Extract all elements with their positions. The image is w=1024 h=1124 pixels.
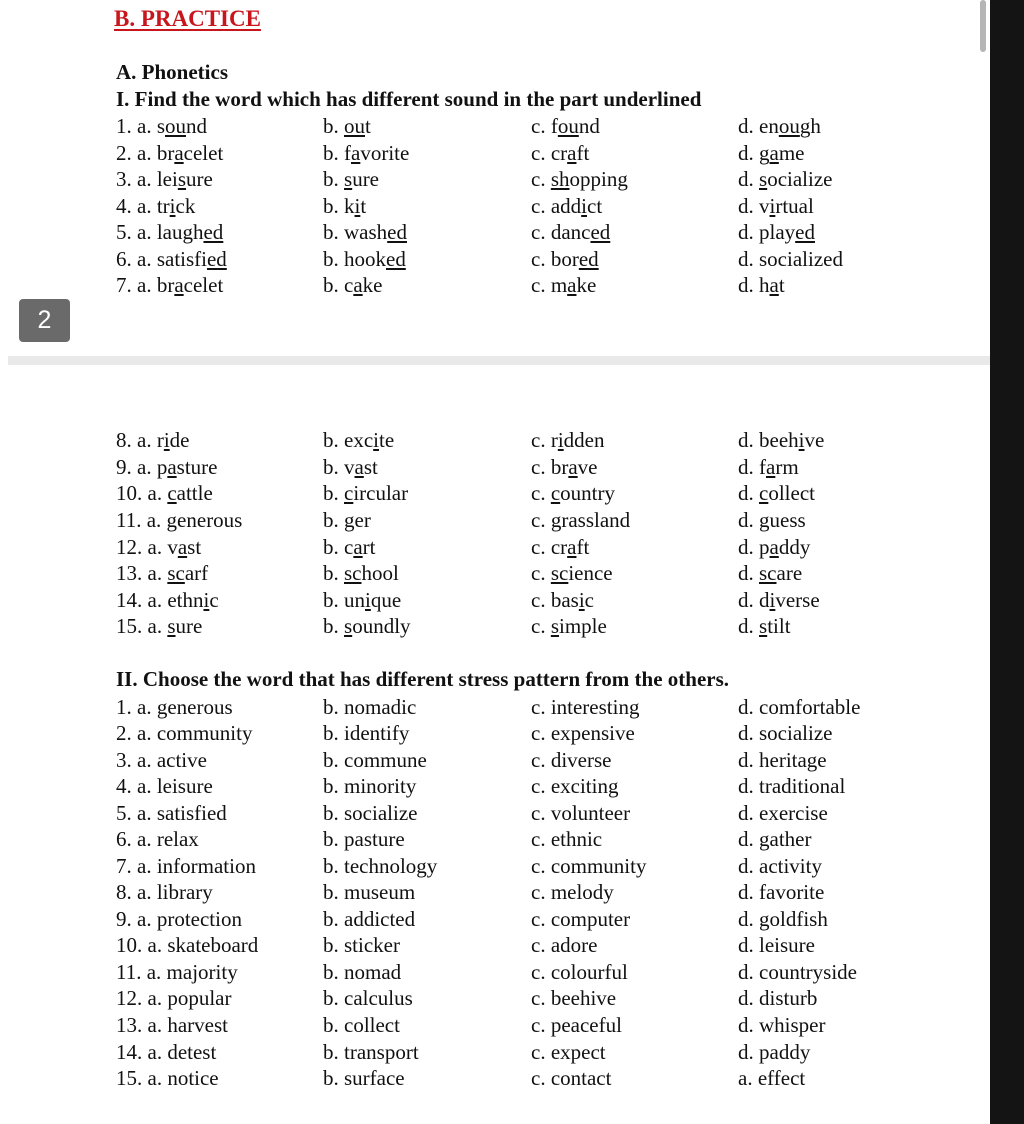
part2-option-15-a: 15. a. notice — [116, 1066, 219, 1090]
part1-option-1-c: c. found — [531, 114, 600, 138]
underlined-letters: ed — [387, 220, 407, 244]
part2-option-4-b: b. minority — [323, 774, 417, 798]
part1-option-4-b: b. kit — [323, 194, 367, 218]
part1-question-13 — [0, 560, 990, 586]
underlined-letters: g — [344, 508, 355, 532]
part2-option-8-c: c. melody — [531, 880, 614, 904]
part1-option-3-c: c. shopping — [531, 167, 628, 191]
underlined-letters: c — [167, 481, 177, 505]
underlined-letters: s — [550, 614, 560, 638]
part2-option-10-a: 10. a. skateboard — [116, 933, 259, 957]
part1-option-11-b: b. ger — [323, 508, 371, 532]
underlined-letters: i — [203, 588, 210, 612]
part2-option-14-a: 14. a. detest — [116, 1040, 217, 1064]
part1-option-2-d: d. game — [738, 141, 805, 165]
part2-option-1-b: b. nomadic — [323, 695, 417, 719]
part2-question-15 — [0, 1065, 990, 1091]
part2-option-8-d: d. favorite — [738, 880, 825, 904]
underlined-letters: a — [766, 455, 776, 479]
part2-option-1-d: d. comfortable — [738, 695, 861, 719]
part2-option-11-a: 11. a. majority — [116, 960, 238, 984]
part2-question-12 — [0, 985, 990, 1011]
part2-option-12-d: d. disturb — [738, 986, 818, 1010]
part1-question-11 — [0, 507, 990, 533]
underlined-letters: ed — [386, 247, 406, 271]
part1-option-7-a: 7. a. bracelet — [116, 273, 224, 297]
part1-option-3-d: d. socialize — [738, 167, 833, 191]
part2-option-3-b: b. commune — [323, 748, 427, 772]
part1-option-13-b: b. school — [323, 561, 399, 585]
part1-option-4-c: c. addict — [531, 194, 603, 218]
part2-question-8 — [0, 879, 990, 905]
part2-option-2-a: 2. a. community — [116, 721, 253, 745]
part1-option-11-d: d. guess — [738, 508, 806, 532]
underlined-letters: a — [353, 535, 363, 559]
part1-option-13-c: c. science — [531, 561, 613, 585]
part2-option-9-c: c. computer — [531, 907, 631, 931]
underlined-letters: i — [798, 428, 805, 452]
underlined-letters: i — [578, 588, 585, 612]
part1-option-2-a: 2. a. bracelet — [116, 141, 224, 165]
underlined-letters: i — [163, 428, 170, 452]
part2-option-2-b: b. identify — [323, 721, 410, 745]
part2-question-4 — [0, 773, 990, 799]
part2-option-14-d: d. paddy — [738, 1040, 811, 1064]
part1-option-7-b: b. cake — [323, 273, 383, 297]
part1-option-4-a: 4. a. trick — [116, 194, 196, 218]
underlined-letters: sh — [550, 167, 570, 191]
part2-option-11-c: c. colourful — [531, 960, 628, 984]
underlined-letters: a — [769, 141, 779, 165]
underlined-letters: ou — [557, 114, 579, 138]
part2-question-6 — [0, 826, 990, 852]
part1-question-7 — [0, 272, 990, 298]
part1-option-8-a: 8. a. ride — [116, 428, 190, 452]
part1-option-9-b: b. vast — [323, 455, 378, 479]
underlined-letters: c — [759, 481, 769, 505]
part2-option-5-d: d. exercise — [738, 801, 828, 825]
underlined-letters: a — [353, 273, 363, 297]
part2-option-15-d: a. effect — [738, 1066, 806, 1090]
part2-question-10 — [0, 932, 990, 958]
part1-option-8-d: d. beehive — [738, 428, 825, 452]
part2-option-5-a: 5. a. satisfied — [116, 801, 227, 825]
part2-option-13-b: b. collect — [323, 1013, 400, 1037]
underlined-letters: s — [167, 614, 176, 638]
part1-option-6-a: 6. a. satisfied — [116, 247, 227, 271]
part2-option-4-c: c. exciting — [531, 774, 619, 798]
underlined-letters: a — [174, 273, 184, 297]
underlined-letters: a — [354, 455, 364, 479]
part1-option-13-a: 13. a. scarf — [116, 561, 209, 585]
part2-option-6-c: c. ethnic — [531, 827, 603, 851]
underlined-letters: i — [557, 428, 564, 452]
part2-option-5-c: c. volunteer — [531, 801, 631, 825]
part1-option-6-d: d. socialized — [738, 247, 843, 271]
part2-option-15-b: b. surface — [323, 1066, 405, 1090]
part2-option-9-d: d. goldfish — [738, 907, 828, 931]
underlined-letters: s — [759, 167, 768, 191]
underlined-letters: ed — [578, 247, 599, 271]
underlined-letters: s — [344, 614, 353, 638]
underlined-letters: a — [174, 141, 184, 165]
part1-option-2-b: b. favorite — [323, 141, 410, 165]
right-edge-bar — [990, 0, 1024, 1124]
underlined-letters: ou — [165, 114, 186, 138]
page-title: B. PRACTICE — [114, 6, 261, 31]
part2-option-4-a: 4. a. leisure — [116, 774, 213, 798]
part1-option-15-a: 15. a. sure — [116, 614, 203, 638]
part2-option-10-b: b. sticker — [323, 933, 400, 957]
part2-option-7-c: c. community — [531, 854, 647, 878]
part2-option-1-c: c. interesting — [531, 695, 640, 719]
part2-option-1-a: 1. a. generous — [116, 695, 233, 719]
part1-option-12-d: d. paddy — [738, 535, 811, 559]
part1-question-10 — [0, 480, 990, 506]
underlined-letters: c — [344, 481, 354, 505]
part2-option-7-b: b. technology — [323, 854, 438, 878]
underlined-letters: a — [769, 535, 779, 559]
part1-option-4-d: d. virtual — [738, 194, 814, 218]
part1-option-7-c: c. make — [531, 273, 597, 297]
part2-option-5-b: b. socialize — [323, 801, 418, 825]
part2-option-13-a: 13. a. harvest — [116, 1013, 228, 1037]
part1-option-10-d: d. collect — [738, 481, 815, 505]
part2-question-1 — [0, 694, 990, 720]
scrollbar-thumb[interactable] — [980, 0, 986, 52]
part1-option-11-c: c. grassland — [531, 508, 631, 532]
part1-option-7-d: d. hat — [738, 273, 785, 297]
part1-option-12-b: b. cart — [323, 535, 376, 559]
underlined-letters: a — [769, 273, 779, 297]
underlined-letters: i — [354, 194, 361, 218]
part1-option-5-c: c. danced — [531, 220, 611, 244]
part2-option-7-a: 7. a. information — [116, 854, 256, 878]
part2-option-8-b: b. museum — [323, 880, 416, 904]
part2-option-9-a: 9. a. protection — [116, 907, 242, 931]
part1-heading: I. Find the word which has different sound in the part underlined — [116, 87, 702, 111]
part2-option-2-c: c. expensive — [531, 721, 635, 745]
underlined-letters: ou — [778, 114, 800, 138]
part2-question-11 — [0, 959, 990, 985]
part2-question-14 — [0, 1039, 990, 1065]
part2-question-5 — [0, 800, 990, 826]
part1-option-15-b: b. soundly — [323, 614, 411, 638]
part1-option-12-c: c. craft — [531, 535, 590, 559]
part1-option-1-d: d. enough — [738, 114, 821, 138]
underlined-letters: a — [567, 141, 577, 165]
underlined-letters: i — [373, 428, 379, 452]
part1-option-3-a: 3. a. leisure — [116, 167, 213, 191]
underlined-letters: g — [759, 508, 770, 532]
part2-option-3-a: 3. a. active — [116, 748, 207, 772]
underlined-letters: i — [769, 588, 776, 612]
underlined-letters: g — [550, 508, 562, 532]
part2-option-11-d: d. countryside — [738, 960, 857, 984]
underlined-letters: sc — [344, 561, 362, 585]
underlined-letters: s — [344, 167, 353, 191]
part2-option-12-c: c. beehive — [531, 986, 617, 1010]
part1-option-8-c: c. ridden — [531, 428, 605, 452]
part1-option-5-b: b. washed — [323, 220, 407, 244]
part2-option-6-d: d. gather — [738, 827, 812, 851]
part1-question-9 — [0, 454, 990, 480]
part2-option-15-c: c. contact — [531, 1066, 612, 1090]
underlined-letters: ed — [795, 220, 815, 244]
part2-option-10-c: c. adore — [531, 933, 598, 957]
part1-option-1-a: 1. a. sound — [116, 114, 207, 138]
underlined-letters: sc — [550, 561, 569, 585]
part2-option-8-a: 8. a. library — [116, 880, 213, 904]
part1-option-11-a: 11. a. generous — [116, 508, 243, 532]
page-number-badge: 2 — [19, 299, 70, 342]
underlined-letters: a — [351, 141, 361, 165]
part2-question-13 — [0, 1012, 990, 1038]
underlined-letters: s — [177, 167, 186, 191]
underlined-letters: a — [567, 535, 577, 559]
part1-option-6-c: c. bored — [531, 247, 599, 271]
part1-option-14-c: c. basic — [531, 588, 594, 612]
part2-option-12-b: b. calculus — [323, 986, 413, 1010]
part1-question-2 — [0, 140, 990, 166]
part2-option-6-b: b. pasture — [323, 827, 405, 851]
part2-question-7 — [0, 853, 990, 879]
part1-question-8 — [0, 427, 990, 453]
part2-option-2-d: d. socialize — [738, 721, 833, 745]
underlined-letters: i — [581, 194, 587, 218]
part1-option-1-b: b. out — [323, 114, 371, 138]
part1-option-9-d: d. farm — [738, 455, 799, 479]
part1-option-5-a: 5. a. laughed — [116, 220, 224, 244]
part1-option-9-c: c. brave — [531, 455, 598, 479]
underlined-letters: a — [167, 455, 177, 479]
part1-question-5 — [0, 219, 990, 245]
part1-question-15 — [0, 613, 990, 639]
part2-option-13-c: c. peaceful — [531, 1013, 622, 1037]
part1-option-6-b: b. hooked — [323, 247, 406, 271]
part2-option-12-a: 12. a. popular — [116, 986, 232, 1010]
underlined-letters: ed — [203, 220, 224, 244]
part2-option-13-d: d. whisper — [738, 1013, 826, 1037]
part2-option-7-d: d. activity — [738, 854, 822, 878]
part1-option-5-d: d. played — [738, 220, 815, 244]
part2-option-10-d: d. leisure — [738, 933, 815, 957]
part1-question-3 — [0, 166, 990, 192]
part1-option-14-b: b. unique — [323, 588, 402, 612]
part1-option-2-c: c. craft — [531, 141, 590, 165]
part1-option-9-a: 9. a. pasture — [116, 455, 218, 479]
part1-option-8-b: b. excite — [323, 428, 395, 452]
underlined-letters: a — [177, 535, 188, 559]
part2-option-14-c: c. expect — [531, 1040, 606, 1064]
part1-option-12-a: 12. a. vast — [116, 535, 202, 559]
underlined-letters: i — [365, 588, 371, 612]
page-separator — [8, 356, 990, 365]
part1-option-14-d: d. diverse — [738, 588, 820, 612]
part1-question-12 — [0, 534, 990, 560]
underlined-letters: i — [769, 194, 776, 218]
part1-option-10-b: b. circular — [323, 481, 409, 505]
underlined-letters: g — [166, 508, 178, 532]
part1-question-1 — [0, 113, 990, 139]
underlined-letters: ed — [206, 247, 227, 271]
part2-question-3 — [0, 747, 990, 773]
underlined-letters: c — [550, 481, 561, 505]
part2-heading: II. Choose the word that has different stress pattern from the others. — [116, 667, 730, 691]
part2-question-9 — [0, 906, 990, 932]
part1-option-13-d: d. scare — [738, 561, 803, 585]
part1-option-14-a: 14. a. ethnic — [116, 588, 219, 612]
part2-option-9-b: b. addicted — [323, 907, 416, 931]
section-a-heading: A. Phonetics — [116, 60, 228, 84]
underlined-letters: sc — [167, 561, 185, 585]
underlined-letters: ed — [590, 220, 611, 244]
part2-option-6-a: 6. a. relax — [116, 827, 199, 851]
part2-option-3-d: d. heritage — [738, 748, 827, 772]
underlined-letters: sc — [759, 561, 777, 585]
underlined-letters: s — [759, 614, 768, 638]
underlined-letters: i — [169, 194, 176, 218]
part1-question-6 — [0, 246, 990, 272]
part1-option-15-c: c. simple — [531, 614, 607, 638]
part2-question-2 — [0, 720, 990, 746]
part2-option-14-b: b. transport — [323, 1040, 419, 1064]
part1-option-10-a: 10. a. cattle — [116, 481, 213, 505]
underlined-letters: a — [568, 455, 578, 479]
underlined-letters: a — [567, 273, 577, 297]
part2-option-4-d: d. traditional — [738, 774, 846, 798]
part1-option-3-b: b. sure — [323, 167, 380, 191]
part1-option-10-c: c. country — [531, 481, 615, 505]
part1-option-15-d: d. stilt — [738, 614, 791, 638]
part2-option-11-b: b. nomad — [323, 960, 402, 984]
underlined-letters: ou — [344, 114, 365, 138]
part1-question-4 — [0, 193, 990, 219]
part1-question-14 — [0, 587, 990, 613]
part2-option-3-c: c. diverse — [531, 748, 612, 772]
